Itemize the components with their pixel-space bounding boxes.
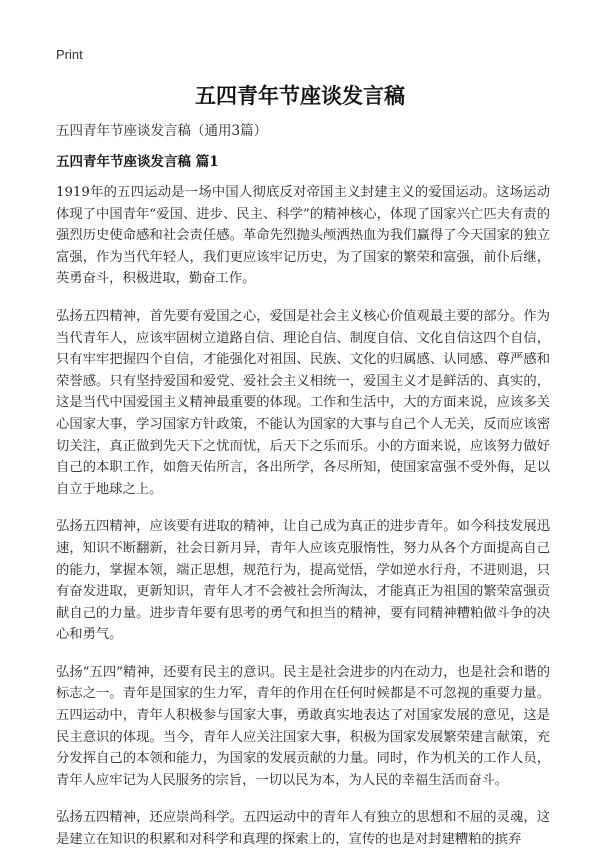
- document-subtitle: 五四青年节座谈发言稿（通用3篇）: [56, 123, 268, 139]
- print-link[interactable]: Print: [56, 47, 83, 62]
- paragraph-4: 弘扬“五四”精神，还要有民主的意识。民主是社会进步的内在动力，也是社会和谐的标志之一。青年是国家的生力军，青年的作用在任何时候都是不可忽视的重要力量。五四运动中，青年人积极参与国家大事，勇敢真实地表达了对国家发展的意见，这是民主意识的体现。当今，青年人应关注国家大事，积极为国家发展繁荣建言献策，充分发挥自己的本领和能力，为国家的发展贡献的力量。同时，作为机关的工作人员，青年人应牢记为人民服务的宗旨，一切以民为本，为人民的幸福生活而奋斗。: [56, 664, 550, 788]
- section-heading: 五四青年节座谈发言稿 篇1: [56, 154, 219, 170]
- paragraph-2: 弘扬五四精神，首先要有爱国之心，爱国是社会主义核心价值观最主要的部分。作为当代青年人，应该牢固树立道路自信、理论自信、制度自信、文化自信这四个自信，只有牢牢把握四个自信，才能强化对祖国、民族、文化的归属感、认同感、尊严感和荣誉感。只有坚持爱国和爱党、爱社会主义相统一，爱国主义才是鲜活的、真实的，这是当代中国爱国主义精神最重要的体现。工作和生活中，大的方面来说，应该多关心国家大事，学习国家方针政策，不能认为国家的大事与自己个人无关，反而应该密切关注，真正做到先天下之忧而忧，后天下之乐而乐。小的方面来说，应该努力做好自己的本职工作，如詹天佑所言，各出所学，各尽所知，使国家富强不受外侮，足以自立于地球之上。: [56, 308, 550, 497]
- paragraph-3: 弘扬五四精神，应该要有进取的精神，让自己成为真正的进步青年。如今科技发展迅速，知识不断翻新，社会日新月异，青年人应该克服惰性，努力从各个方面提高自己的能力，掌握本领，端正思想，规范行为，提高觉悟，学如逆水行舟，不进则退，只有奋发进取，更新知识，青年人才不会被社会所淘汰，才能真正为祖国的繁荣富强贡献自己的力量。进步青年要有思考的勇气和担当的精神，要有同精神糟粕做斗争的决心和勇气。: [56, 519, 550, 643]
- page-title: 五四青年节座谈发言稿: [195, 83, 405, 108]
- paragraph-5: 弘扬五四精神，还应崇尚科学。五四运动中的青年人有独立的思想和不屈的灵魂，这是建立在知识的积累和对科学和真理的探索上的，宣传的也是对封建糟粕的摈弃: [56, 810, 550, 848]
- paragraph-1: 1919年的五四运动是一场中国人彻底反对帝国主义封建主义的爱国运动。这场运动体现了中国青年“爱国、进步、民主、科学”的精神核心，体现了国家兴亡匹夫有责的强烈历史使命感和社会责任感。革命先烈抛头颅洒热血为我们赢得了今天国家的独立富强，作为当代年轻人，我们更应该牢记历史，为了国家的繁荣和富强，前仆后继，英勇奋斗，积极进取，勤奋工作。: [56, 185, 550, 287]
- document-body: [56, 182, 550, 867]
